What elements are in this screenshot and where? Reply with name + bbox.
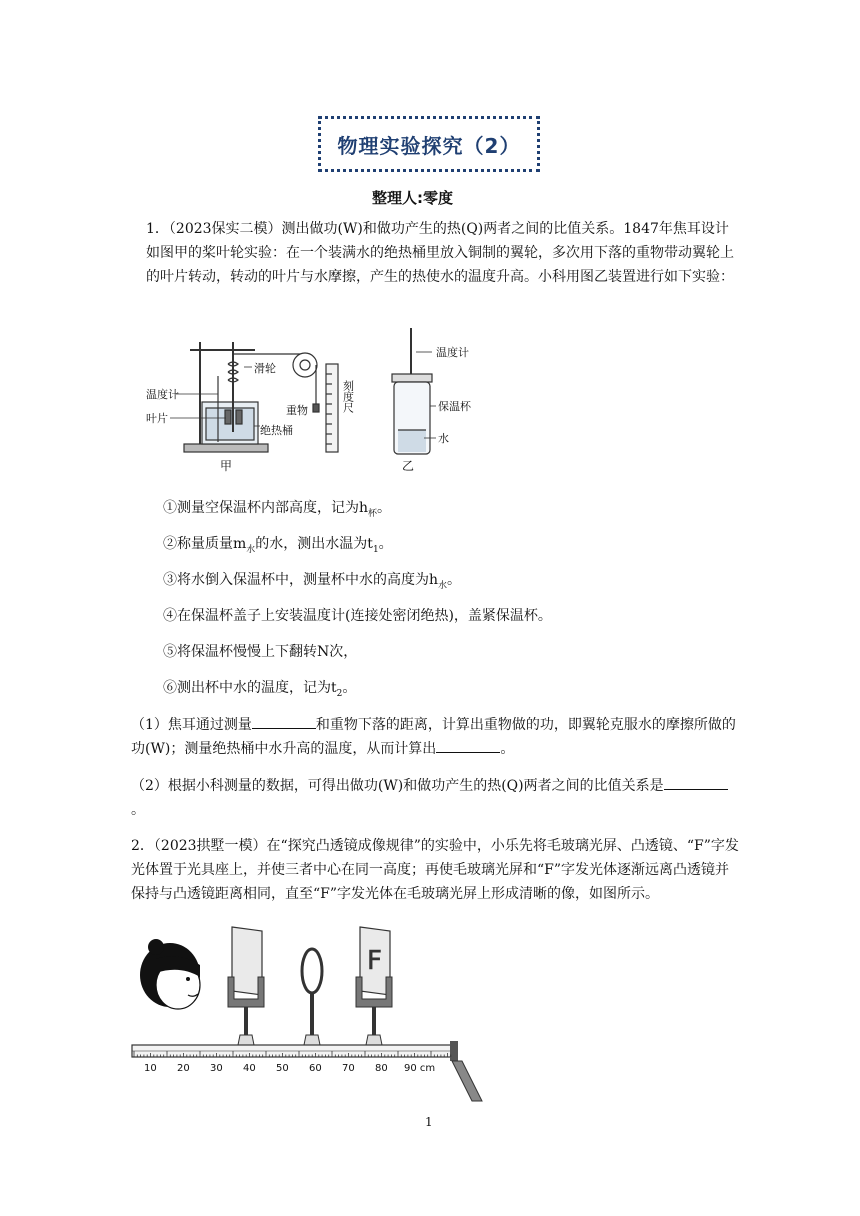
q1-intro (146, 217, 740, 289)
label-cup: 保温杯 (438, 400, 471, 413)
letter-f: F (367, 946, 382, 976)
q1-number: 1． (146, 221, 169, 237)
f-light-source (356, 927, 392, 1045)
scale-label-30: 30 (210, 1063, 223, 1074)
label-ruler: 刻度尺 (341, 380, 355, 413)
blank-3[interactable] (664, 775, 728, 790)
scale-label-60: 60 (309, 1063, 322, 1074)
blank-1[interactable] (252, 714, 316, 729)
label-yi: 乙 (402, 459, 415, 473)
scale-label-40: 40 (243, 1063, 256, 1074)
q1-figure (140, 322, 500, 480)
author-line (372, 187, 453, 208)
scale-label-50: 50 (276, 1063, 289, 1074)
label-weight: 重物 (286, 404, 308, 417)
q2-number: 2． (131, 838, 154, 854)
q1-part2: （2）根据小科测量的数据，可得出做功(W)和做功产生的热(Q)两者之间的比值关系是。 (131, 774, 741, 822)
scale-label-80: 80 (375, 1063, 388, 1074)
label-pulley: 滑轮 (254, 362, 276, 375)
convex-lens (302, 949, 322, 1045)
scale-label-90cm: 90 cm (404, 1063, 436, 1074)
scale-label-10: 10 (144, 1063, 157, 1074)
label-thermometer-left: 温度计 (146, 388, 179, 401)
frosted-screen (228, 927, 264, 1045)
step-1: ①测量空保温杯内部高度，记为$h_杯$。 (163, 500, 392, 519)
step-3: ③将水倒入保温杯中，测量杯中水的高度为$h_水$。 (163, 572, 462, 591)
label-thermometer-right: 温度计 (436, 346, 469, 359)
step-6: ⑥测出杯中水的温度，记为$t_2$。 (163, 680, 357, 699)
q2-intro (131, 834, 741, 906)
label-blade: 叶片 (146, 412, 168, 425)
step-5: ⑤将保温杯慢慢上下翻转N次， (163, 644, 358, 660)
label-insulated-bucket: 绝热桶 (260, 424, 293, 437)
q1-part1: （1）焦耳通过测量 和重物下落的距离，计算出重物做的功，即翼轮克服水的摩擦所做的功(W)；测量绝热桶中水升高的温度，从而计算出 。 (131, 713, 741, 761)
scale-label-70: 70 (342, 1063, 355, 1074)
q2-figure (128, 925, 484, 1103)
step-4: ④在保温杯盖子上安装温度计(连接处密闭绝热)，盖紧保温杯。 (163, 608, 552, 624)
label-water: 水 (438, 432, 449, 445)
author-text: 整理人:零度 (372, 189, 453, 207)
observer-head (140, 939, 200, 1009)
scale-label-20: 20 (177, 1063, 190, 1074)
page-number: 1 (425, 1115, 433, 1129)
step-2: ②称量质量$m_水$的水，测出水温为$t_1$。 (163, 536, 393, 555)
jia-apparatus (170, 342, 338, 452)
q2-intro-text: （2023拱墅一模）在“探究凸透镜成像规律”的实验中，小乐先将毛玻璃光屏、凸透镜、“F”字发光体置于光具座上，并使三者中心在同一高度；再使毛玻璃光屏和“F”字发光体逐渐远离凸透镜并保持与凸透镜距离相同，直至“F”字发光体在毛玻璃光屏上形成清晰的像，如图所示。 (131, 838, 739, 902)
blank-2[interactable] (436, 738, 500, 753)
label-jia: 甲 (220, 459, 233, 473)
q1-intro-text: （2023保实二模）测出做功(W)和做功产生的热(Q)两者之间的比值关系。1847年焦耳设计如图甲的桨叶轮实验：在一个装满水的绝热桶里放入铜制的翼轮，多次用下落的重物带动翼轮上的叶片转动，转动的叶片与水摩擦，产生的热使水的温度升高。小科用图乙装置进行如下实验： (146, 221, 734, 285)
page-title (318, 116, 540, 172)
yi-apparatus (392, 328, 436, 454)
page-title-text: 物理实验探究（2） (337, 133, 521, 158)
